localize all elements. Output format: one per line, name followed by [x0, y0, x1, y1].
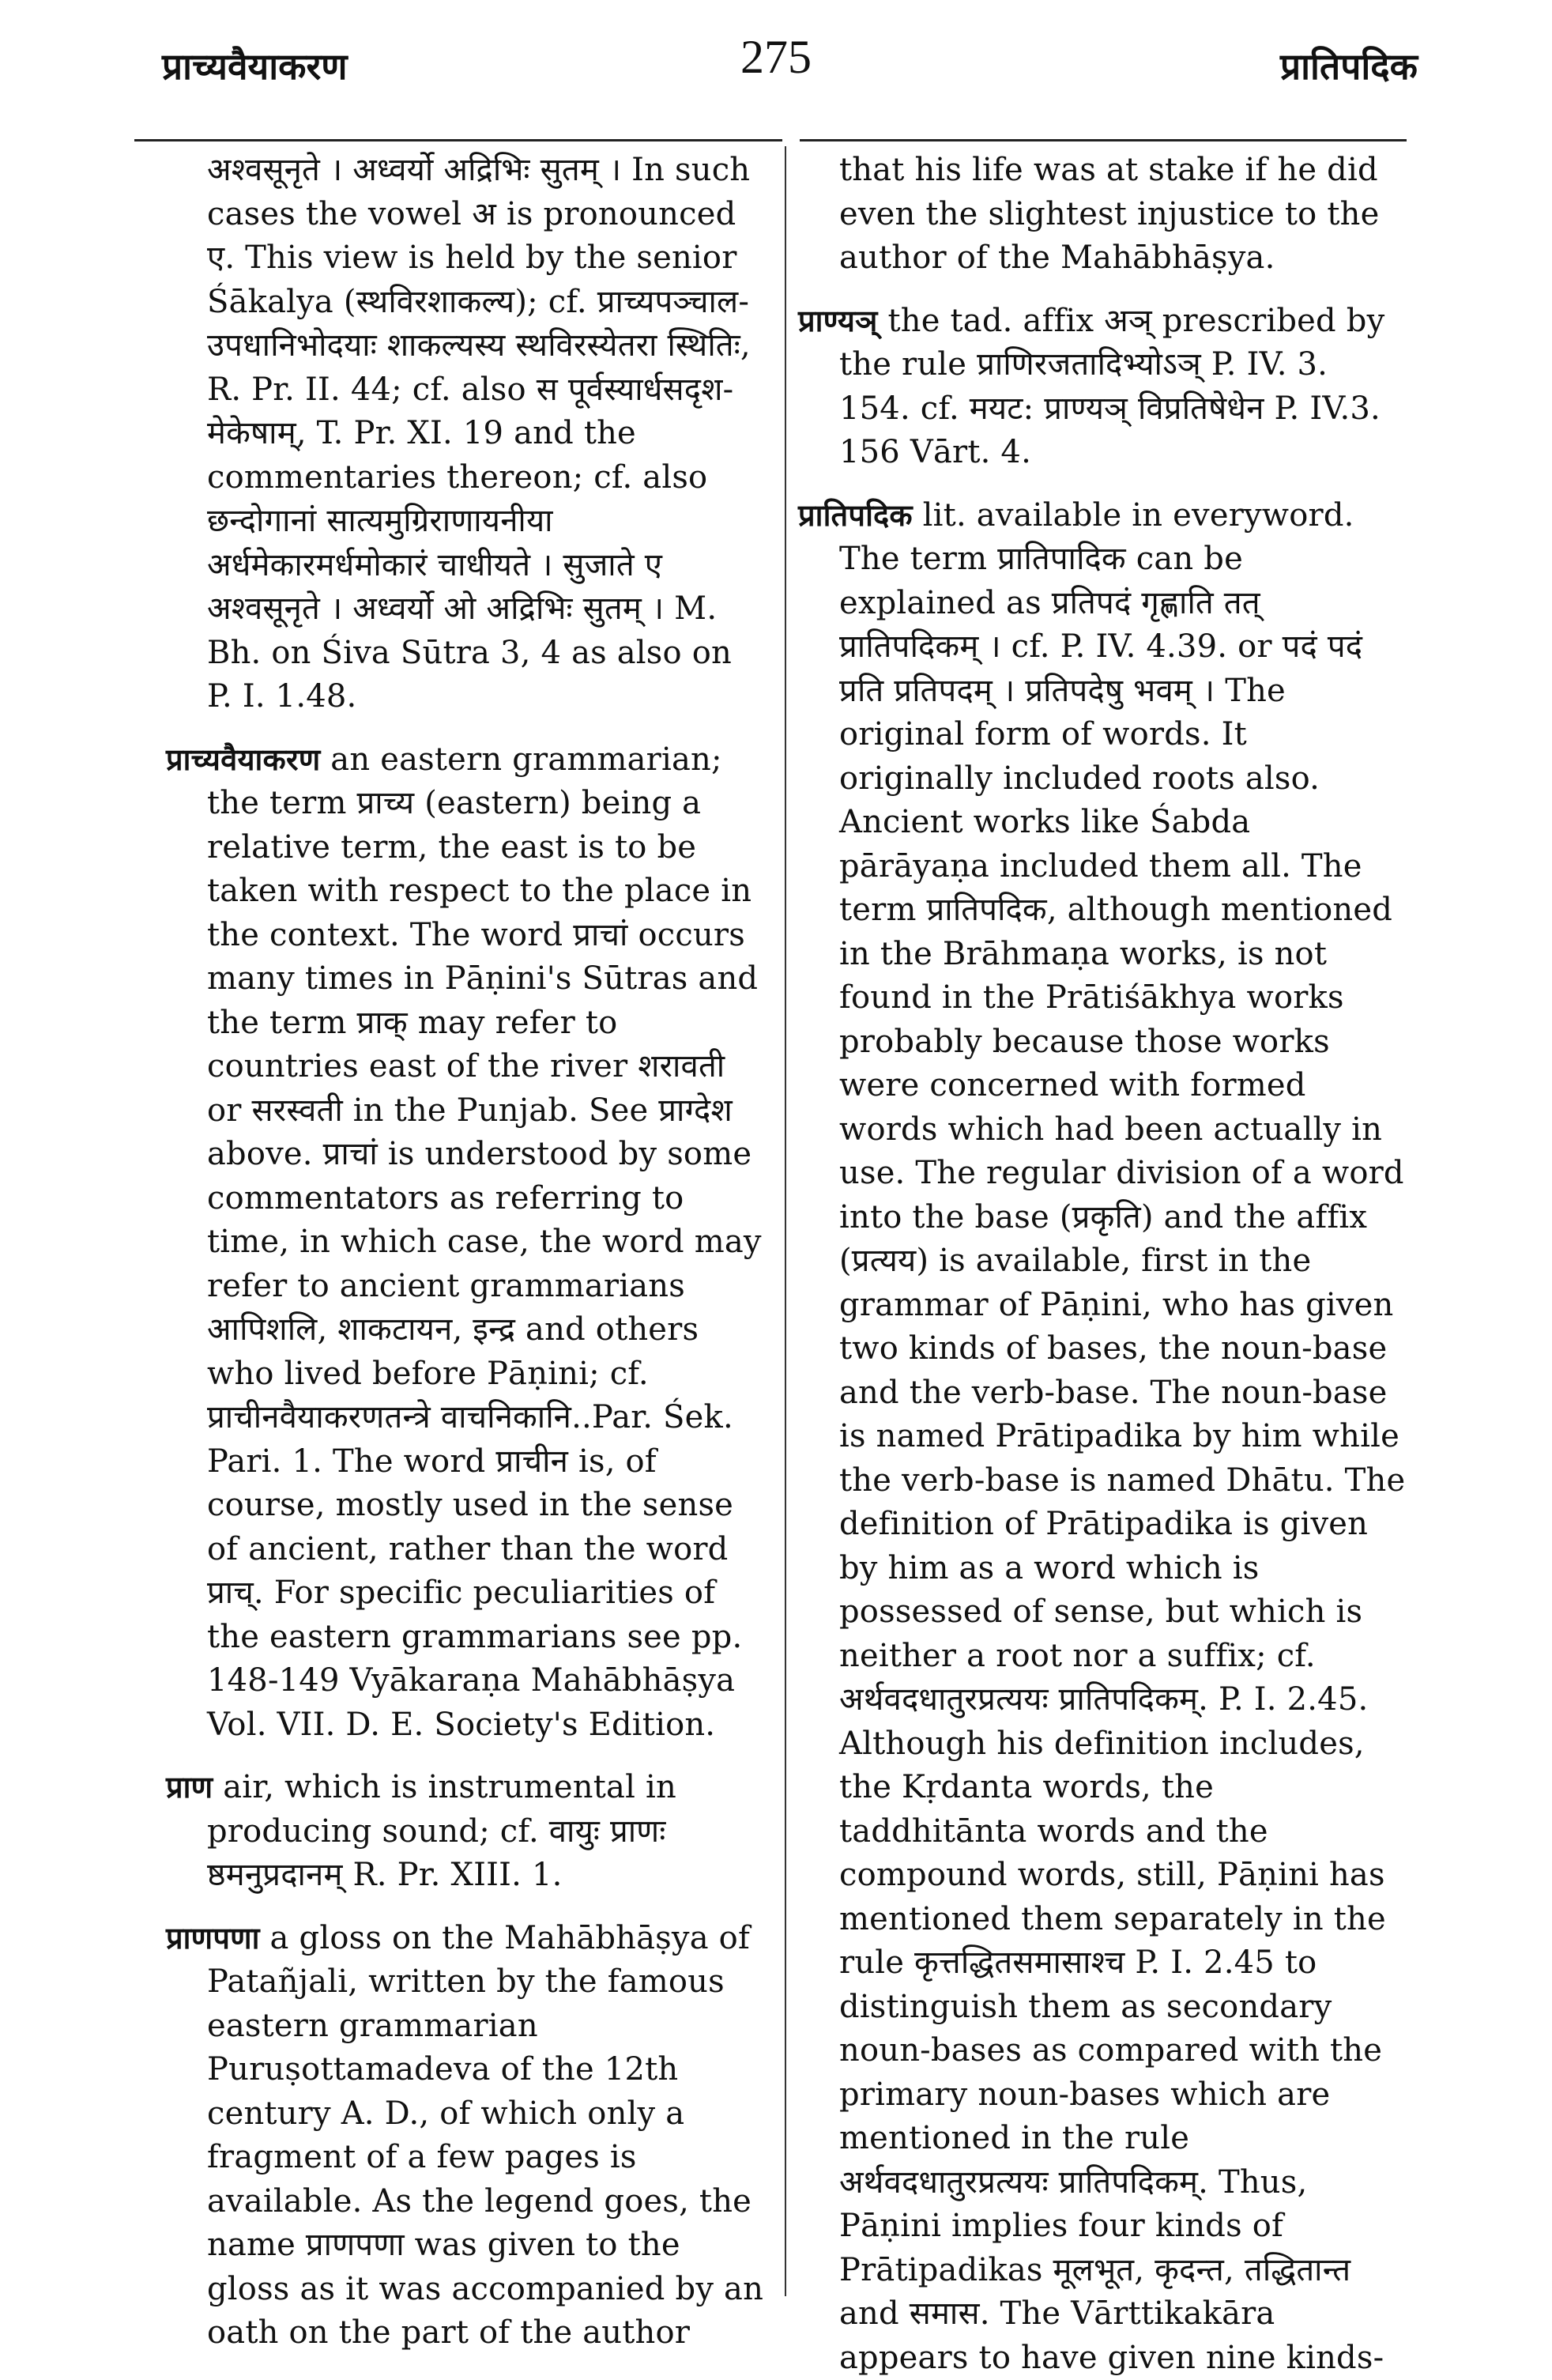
entry-continuation [798, 149, 1408, 281]
entry-text: that his life was at stake if he did even the slightest injustice to the author of the Mahābhāṣya. [839, 152, 1379, 276]
running-head-left: प्राच्यवैयाकरण [162, 41, 348, 90]
entry-text: a gloss on the Mahābhāṣya of Patañjali, written by the famous eastern grammarian Puruṣottamadeva of the 12th century A. D., of which only a fragment of a few pages is available. As the legend goes, the name प्राणपणा was given to the gloss as it was accompanied by an oath on the part of the author [207, 1920, 763, 2352]
entry-prachya-vaiyakarana [166, 738, 767, 1748]
entry-text: अश्वसूनृते । अध्वर्यो अद्रिभिः सुतम् । In such cases the vowel अ is pronounced ए. This view is held by the senior Śākalya (स्थविरशाकल्य); cf. प्राच्यपञ्चाल-उपधानिभोदयाः शाकल्यस्य स्थविरस्येतरा स्थितिः, R. Pr. II. 44; cf. also स पूर्वस्यार्धसदृश-मेकेषाम्, T. Pr. XI. 19 and the commentaries thereon; cf. also छन्दोगानां सात्यमुग्रिराणायनीया अर्धमेकारमर्धमोकारं चाधीयते । सुजाते ए अश्वसूनृते । अध्वर्यो ओ अद्रिभिः सुतम् । M. Bh. on Śiva Sūtra 3, 4 as also on P. I. 1.48. [207, 152, 751, 715]
header-rule-right [800, 139, 1407, 141]
entry-prana [166, 1766, 767, 1898]
running-head-right: प्रातिपदिक [1280, 41, 1418, 90]
left-column [166, 149, 767, 2355]
entry-headword: प्राण [166, 1770, 213, 1805]
entry-headword: प्राण्यञ् [798, 304, 878, 338]
entry-headword: प्राणपणा [166, 1921, 260, 1956]
entry-pratipadika [798, 494, 1408, 2380]
entry-headword: प्राच्यवैयाकरण [166, 742, 320, 777]
entry-text: lit. available in everyword. The term प्रातिपादिक can be explained as प्रतिपदं गृह्णाति तत् प्रातिपदिकम् । cf. P. IV. 4.39. or पदं पदं प्रति प्रतिपदम् । प्रतिपदेषु भवम् । The original form of words. It originally included roots also. Ancient works like Śabda pārāyaṇa included them all. The term प्रातिपदिक, although mentioned in the Brāhmaṇa works, is not found in the Prātiśākhya works probably because those works were concerned with formed words which had been actually in use. The regular division of a word into the base (प्रकृति) and the affix (प्रत्यय) is available, first in the grammar of Pāṇini, who has given two kinds of bases, the noun-base and the verb-base. The noun-base is named Prātipadika by him while the verb-base is named Dhātu. The definition of Prātipadika is given by him as a word which is possessed of sense, but which is neither a root nor a suffix; cf. अर्थवदधातुरप्रत्ययः प्रातिपदिकम्. P. I. 2.45. Although his definition includes, the Kṛdanta words, the taddhitānta words and the compound words, still, Pāṇini has mentioned them separately in the rule कृत्तद्धितसमासाश्च P. I. 2.45 to distinguish them as secondary noun-bases as compared with the primary noun-bases which are mentioned in the rule अर्थवदधातुरप्रत्ययः प्रातिपदिकम्. Thus, Pāṇini implies four kinds of Prātipadikas मूलभूत, कृदन्त, तद्धितान्त and समास. The Vārttikakāra appears to have given nine kinds- [839, 497, 1405, 2376]
column-divider [785, 146, 786, 2296]
header-rule-left [134, 139, 782, 141]
entry-pranapana [166, 1917, 767, 2355]
page-number: 275 [0, 30, 1552, 85]
right-column [798, 149, 1408, 2380]
entry-text: the tad. affix अञ् prescribed by the rule प्राणिरजतादिभ्योऽञ् P. IV. 3. 154. cf. मयट: प्राण्यञ् विप्रतिषेधेन P. IV.3. 156 Vārt. 4. [839, 303, 1384, 471]
entry-text: air, which is instrumental in producing sound; cf. वायुः प्राणः ष्ठमनुप्रदानम् R. Pr. XIII. 1. [207, 1769, 676, 1893]
entry-pranyan [798, 300, 1408, 475]
entry-text: an eastern grammarian; the term प्राच्य (eastern) being a relative term, the east is to be taken with respect to the place in the context. The word प्राचां occurs many times in Pāṇini's Sūtras and the term प्राक् may refer to countries east of the river शरावती or सरस्वती in the Punjab. See प्राग्देश above. प्राचां is understood by some commentators as referring to time, in which case, the word may refer to ancient grammarians आपिशलि, शाकटायन, इन्द्र and others who lived before Pāṇini; cf. प्राचीनवैयाकरणतन्त्रे वाचनिकानि..Par. Śek. Pari. 1. The word प्राचीन is, of course, mostly used in the sense of ancient, rather than the word प्राच्. For specific peculiarities of the eastern grammarians see pp. 148-149 Vyākaraṇa Mahābhāṣya Vol. VII. D. E. Society's Edition. [207, 741, 762, 1743]
entry-headword: प्रातिपदिक [798, 498, 913, 533]
entry-continuation [166, 149, 767, 719]
